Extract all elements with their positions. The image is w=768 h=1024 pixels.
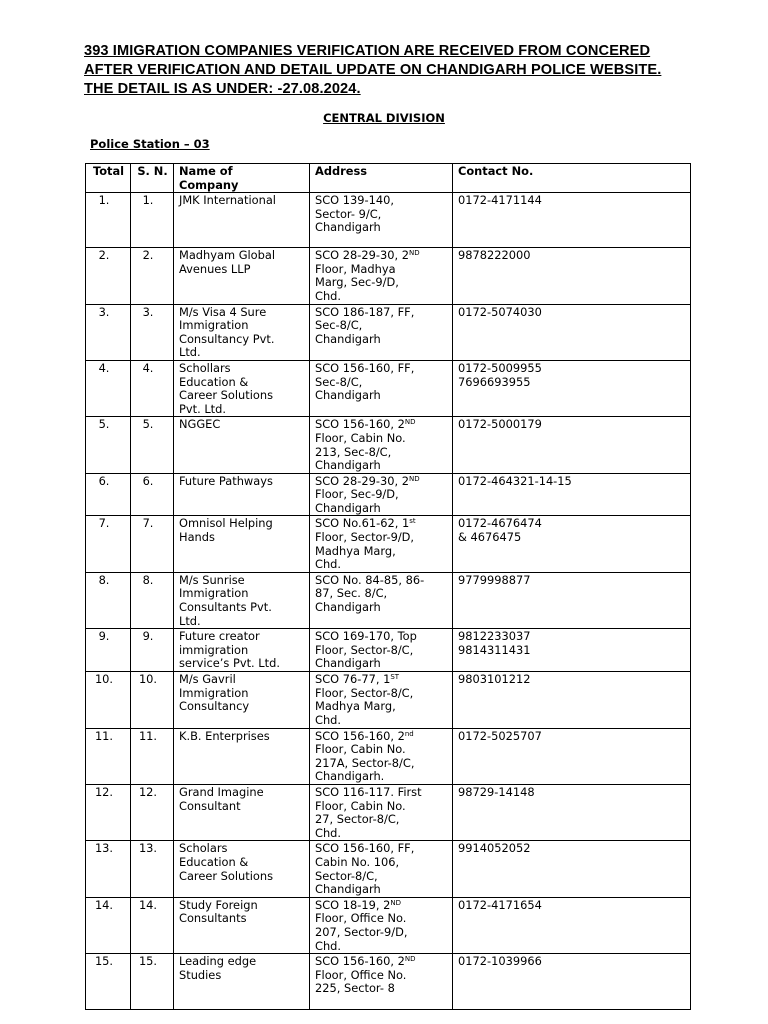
- cell-serial-number: 3.: [131, 304, 174, 360]
- cell-total: 3.: [86, 304, 131, 360]
- cell-address-line: [315, 673, 448, 687]
- cell-address-line: Chandigarh.: [315, 769, 385, 784]
- cell-address-line: Floor, Sec-9/D,: [315, 487, 399, 502]
- cell-address-line: [315, 418, 448, 432]
- cell-contact: [453, 248, 691, 304]
- cell-company-name: [174, 954, 310, 1010]
- cell-contact-line: 0172-5025707: [458, 728, 542, 743]
- cell-contact: [453, 841, 691, 897]
- cell-company-name: [174, 473, 310, 516]
- cell-contact: [453, 784, 691, 840]
- cell-company-name-line: Consultancy Pvt.: [179, 331, 275, 346]
- cell-company-name-line: Study Foreign: [179, 897, 258, 912]
- cell-total: 11.: [86, 728, 131, 784]
- cell-contact: [453, 572, 691, 628]
- cell-address-line: Chd.: [315, 938, 342, 953]
- cell-company-name: [174, 784, 310, 840]
- cell-serial-number: 12.: [131, 784, 174, 840]
- cell-address-line: Chandigarh: [315, 656, 381, 671]
- cell-contact: [453, 672, 691, 728]
- cell-company-name-line: Immigration: [179, 318, 249, 333]
- cell-address-line: SCO No. 84-85, 86-: [315, 572, 425, 587]
- cell-address-line: Sector- 9/C,: [315, 206, 382, 221]
- cell-total: 8.: [86, 572, 131, 628]
- cell-company-name: [174, 672, 310, 728]
- cell-company-name: [174, 360, 310, 416]
- cell-company-name-line: service’s Pvt. Ltd.: [179, 656, 280, 671]
- cell-contact-line: 0172-1039966: [458, 954, 542, 969]
- cell-serial-number: 15.: [131, 954, 174, 1010]
- table-row: [86, 516, 691, 572]
- cell-total: 12.: [86, 784, 131, 840]
- cell-address-line: Floor, Madhya: [315, 261, 396, 276]
- cell-address: [310, 516, 453, 572]
- cell-company-name-line: Career Solutions: [179, 388, 274, 403]
- cell-address: [310, 672, 453, 728]
- cell-company-name-line: Future Pathways: [179, 473, 273, 488]
- cell-address-line: Floor, Office No.: [315, 911, 407, 926]
- cell-company-name-line: Grand Imagine: [179, 784, 264, 799]
- cell-address: [310, 572, 453, 628]
- cell-total: 6.: [86, 473, 131, 516]
- cell-contact-line: 0172-4676474: [458, 516, 542, 531]
- ordinal-superscript: nd: [404, 729, 414, 738]
- cell-address-line: SCO 156-160, FF,: [315, 841, 415, 856]
- cell-company-name-line: M/s Sunrise: [179, 572, 245, 587]
- cell-address-line: [315, 955, 448, 969]
- cell-address-line: Madhya Marg,: [315, 699, 396, 714]
- cell-address-line: Floor, Office No.: [315, 967, 407, 982]
- cell-address: [310, 728, 453, 784]
- cell-address-line: Floor, Cabin No.: [315, 798, 406, 813]
- cell-company-name-line: Madhyam Global: [179, 248, 276, 263]
- division-title: CENTRAL DIVISION: [323, 111, 445, 125]
- cell-company-name-line: immigration: [179, 642, 249, 657]
- cell-address-line: Chandigarh: [315, 220, 381, 235]
- cell-address: [310, 784, 453, 840]
- cell-company-name: [174, 572, 310, 628]
- cell-total: 10.: [86, 672, 131, 728]
- cell-contact-line: 98729-14148: [458, 784, 535, 799]
- cell-company-name-line: Career Solutions: [179, 868, 274, 883]
- cell-company-name-line: Leading edge: [179, 954, 257, 969]
- cell-address-line: 213, Sec-8/C,: [315, 444, 392, 459]
- cell-address-line: Floor, Sector-8/C,: [315, 642, 414, 657]
- cell-address-line: Floor, Cabin No.: [315, 430, 406, 445]
- cell-address-line: SCO 156-160, FF,: [315, 360, 415, 375]
- cell-address-line: Chandigarh: [315, 331, 381, 346]
- cell-address-text: SCO 156-160, 2: [315, 728, 405, 743]
- cell-company-name-line: Education &: [179, 854, 249, 869]
- cell-address-line: Sector-8/C,: [315, 868, 378, 883]
- cell-contact: [453, 897, 691, 953]
- cell-address-line: Cabin No. 106,: [315, 854, 400, 869]
- cell-company-name-line: Future creator: [179, 629, 260, 644]
- cell-company-name-line: Hands: [179, 530, 215, 545]
- cell-serial-number: 8.: [131, 572, 174, 628]
- cell-address: [310, 248, 453, 304]
- cell-address-line: Chandigarh: [315, 600, 381, 615]
- cell-address-line: 217A, Sector-8/C,: [315, 755, 415, 770]
- cell-contact: [453, 728, 691, 784]
- cell-address: [310, 193, 453, 248]
- ordinal-superscript: ST: [390, 673, 400, 682]
- cell-total: 14.: [86, 897, 131, 953]
- cell-address-line: Chandigarh: [315, 882, 381, 897]
- cell-serial-number: 1.: [131, 193, 174, 248]
- cell-company-name-line: Consultants Pvt.: [179, 600, 272, 615]
- cell-address-line: Chd.: [315, 557, 342, 572]
- cell-contact: [453, 629, 691, 672]
- table-row: [86, 784, 691, 840]
- cell-address-line: 225, Sector- 8: [315, 981, 395, 996]
- cell-address: [310, 954, 453, 1010]
- cell-address-line: Chandigarh: [315, 500, 381, 515]
- cell-address-line: [315, 899, 448, 913]
- cell-serial-number: 7.: [131, 516, 174, 572]
- heading-line-2: AFTER VERIFICATION AND DETAIL UPDATE ON CHANDIGARH POLICE WEBSITE.: [84, 62, 662, 78]
- cell-total: 1.: [86, 193, 131, 248]
- header-company-name: [174, 164, 310, 193]
- cell-company-name: [174, 841, 310, 897]
- cell-company-name-line: Ltd.: [179, 345, 201, 360]
- cell-total: 13.: [86, 841, 131, 897]
- table-body: [86, 193, 691, 1010]
- cell-company-name-line: M/s Visa 4 Sure: [179, 304, 267, 319]
- cell-address-line: Marg, Sec-9/D,: [315, 275, 399, 290]
- cell-contact-line: 9803101212: [458, 672, 531, 687]
- cell-contact: [453, 954, 691, 1010]
- ordinal-superscript: ND: [404, 955, 416, 964]
- cell-company-name-line: Immigration: [179, 586, 249, 601]
- cell-address-text: SCO 28-29-30, 2: [315, 473, 409, 488]
- cell-address: [310, 629, 453, 672]
- cell-contact-line: 7696693955: [458, 374, 531, 389]
- cell-address-line: SCO 116-117. First: [315, 784, 422, 799]
- table-row: [86, 473, 691, 516]
- cell-address-text: SCO 156-160, 2: [315, 417, 405, 432]
- cell-address-line: Floor, Sector-8/C,: [315, 685, 414, 700]
- cell-company-name-line: Omnisol Helping: [179, 516, 273, 531]
- cell-serial-number: 2.: [131, 248, 174, 304]
- cell-address-line: [315, 475, 448, 489]
- cell-company-name-line: Education &: [179, 374, 249, 389]
- cell-address-line: [315, 517, 448, 531]
- cell-total: 4.: [86, 360, 131, 416]
- cell-contact-line: 0172-4171654: [458, 897, 542, 912]
- cell-address: [310, 360, 453, 416]
- cell-address: [310, 841, 453, 897]
- header-address: Address: [310, 164, 453, 193]
- table-row: [86, 193, 691, 248]
- ordinal-superscript: ND: [408, 249, 420, 258]
- cell-total: 15.: [86, 954, 131, 1010]
- cell-total: 5.: [86, 417, 131, 473]
- cell-company-name: [174, 897, 310, 953]
- cell-address-line: SCO 169-170, Top: [315, 629, 417, 644]
- cell-serial-number: 6.: [131, 473, 174, 516]
- table-row: [86, 572, 691, 628]
- cell-contact: [453, 473, 691, 516]
- cell-contact-line: 9914052052: [458, 841, 531, 856]
- cell-contact-line: 9814311431: [458, 642, 531, 657]
- cell-company-name-line: JMK International: [179, 193, 276, 208]
- cell-address-line: [315, 249, 448, 263]
- cell-company-name-line: Scholars: [179, 841, 228, 856]
- cell-company-name-line: Ltd.: [179, 613, 201, 628]
- cell-contact: [453, 417, 691, 473]
- cell-company-name-line: Studies: [179, 967, 222, 982]
- cell-address: [310, 473, 453, 516]
- cell-serial-number: 11.: [131, 728, 174, 784]
- cell-address-line: Chandigarh: [315, 388, 381, 403]
- cell-address-line: 27, Sector-8/C,: [315, 812, 400, 827]
- cell-address-line: SCO 139-140,: [315, 193, 394, 208]
- cell-company-name: [174, 304, 310, 360]
- cell-contact-line: 9779998877: [458, 572, 531, 587]
- cell-address: [310, 417, 453, 473]
- cell-company-name: [174, 516, 310, 572]
- cell-address-line: Floor, Sector-9/D,: [315, 530, 415, 545]
- cell-address-text: SCO 76-77, 1: [315, 672, 391, 687]
- cell-address-line: Chd.: [315, 825, 342, 840]
- heading-line-1: 393 IMIGRATION COMPANIES VERIFICATION ARE RECEIVED FROM CONCERED: [84, 43, 651, 59]
- cell-address-line: Chd.: [315, 713, 342, 727]
- table-row: [86, 897, 691, 953]
- ordinal-superscript: st: [409, 517, 416, 526]
- table-row: [86, 841, 691, 897]
- cell-address-text: SCO 18-19, 2: [315, 897, 391, 912]
- ordinal-superscript: ND: [390, 898, 401, 907]
- cell-address-line: Madhya Marg,: [315, 543, 396, 558]
- cell-contact-line: 9878222000: [458, 248, 531, 263]
- cell-address-line: 87, Sec. 8/C,: [315, 586, 388, 601]
- cell-address-text: SCO 28-29-30, 2: [315, 248, 409, 263]
- header-name-line: Company: [179, 177, 239, 192]
- cell-contact: [453, 304, 691, 360]
- cell-company-name-line: Pvt. Ltd.: [179, 401, 226, 416]
- cell-company-name: [174, 629, 310, 672]
- cell-serial-number: 13.: [131, 841, 174, 897]
- cell-address-line: Chandigarh: [315, 458, 381, 473]
- cell-total: 7.: [86, 516, 131, 572]
- cell-contact: [453, 360, 691, 416]
- cell-company-name: [174, 193, 310, 248]
- cell-address: [310, 897, 453, 953]
- cell-contact: [453, 516, 691, 572]
- cell-contact-line: 0172-4171144: [458, 193, 542, 208]
- cell-company-name-line: Avenues LLP: [179, 261, 251, 276]
- cell-total: 2.: [86, 248, 131, 304]
- header-serial-number: S. N.: [131, 164, 174, 193]
- cell-company-name-line: Consultants: [179, 911, 247, 926]
- table-row: [86, 672, 691, 728]
- cell-company-name-line: NGGEC: [179, 417, 221, 432]
- cell-address-line: [315, 730, 448, 744]
- ordinal-superscript: ND: [404, 418, 416, 427]
- table-header-row: [86, 164, 691, 193]
- cell-total: 9.: [86, 629, 131, 672]
- cell-company-name-line: Immigration: [179, 685, 249, 700]
- cell-serial-number: 4.: [131, 360, 174, 416]
- cell-serial-number: 9.: [131, 629, 174, 672]
- cell-company-name-line: K.B. Enterprises: [179, 728, 270, 743]
- cell-address-line: 207, Sector-9/D,: [315, 924, 408, 939]
- heading-line-3: THE DETAIL IS AS UNDER: -27.08.2024.: [84, 81, 361, 97]
- companies-table: [85, 163, 691, 1010]
- cell-contact-line: 0172-5074030: [458, 304, 542, 319]
- cell-contact-line: & 4676475: [458, 530, 522, 545]
- header-contact: Contact No.: [453, 164, 691, 193]
- cell-address-text: SCO 156-160, 2: [315, 954, 405, 969]
- header-total: Total: [86, 164, 131, 193]
- cell-company-name-line: M/s Gavril: [179, 672, 236, 687]
- header-name-line: Name of: [179, 164, 233, 178]
- cell-company-name: [174, 728, 310, 784]
- cell-contact-line: 0172-5000179: [458, 417, 542, 432]
- table-row: [86, 417, 691, 473]
- table-row: [86, 360, 691, 416]
- cell-company-name-line: Schollars: [179, 360, 231, 375]
- cell-serial-number: 10.: [131, 672, 174, 728]
- cell-serial-number: 14.: [131, 897, 174, 953]
- table-row: [86, 248, 691, 304]
- cell-company-name-line: Consultant: [179, 798, 241, 813]
- police-station-label: Police Station – 03: [90, 137, 210, 151]
- cell-company-name: [174, 417, 310, 473]
- table-row: [86, 728, 691, 784]
- table-row: [86, 304, 691, 360]
- cell-serial-number: 5.: [131, 417, 174, 473]
- cell-address: [310, 304, 453, 360]
- ordinal-superscript: ND: [408, 474, 420, 483]
- cell-contact-line: 9812233037: [458, 629, 531, 644]
- cell-company-name-line: Consultancy: [179, 699, 250, 714]
- cell-address-line: Floor, Cabin No.: [315, 742, 406, 757]
- cell-contact-line: 0172-5009955: [458, 360, 542, 375]
- cell-contact-line: 0172-464321-14-15: [458, 473, 572, 488]
- cell-address-line: Chd.: [315, 288, 342, 303]
- table-row: [86, 629, 691, 672]
- cell-address-line: Sec-8/C,: [315, 374, 363, 389]
- table-row: [86, 954, 691, 1010]
- document-heading: [84, 42, 692, 99]
- cell-address-line: SCO 186-187, FF,: [315, 304, 415, 319]
- cell-address-line: Sec-8/C,: [315, 318, 363, 333]
- cell-contact: [453, 193, 691, 248]
- cell-company-name: [174, 248, 310, 304]
- cell-address-text: SCO No.61-62, 1: [315, 516, 410, 531]
